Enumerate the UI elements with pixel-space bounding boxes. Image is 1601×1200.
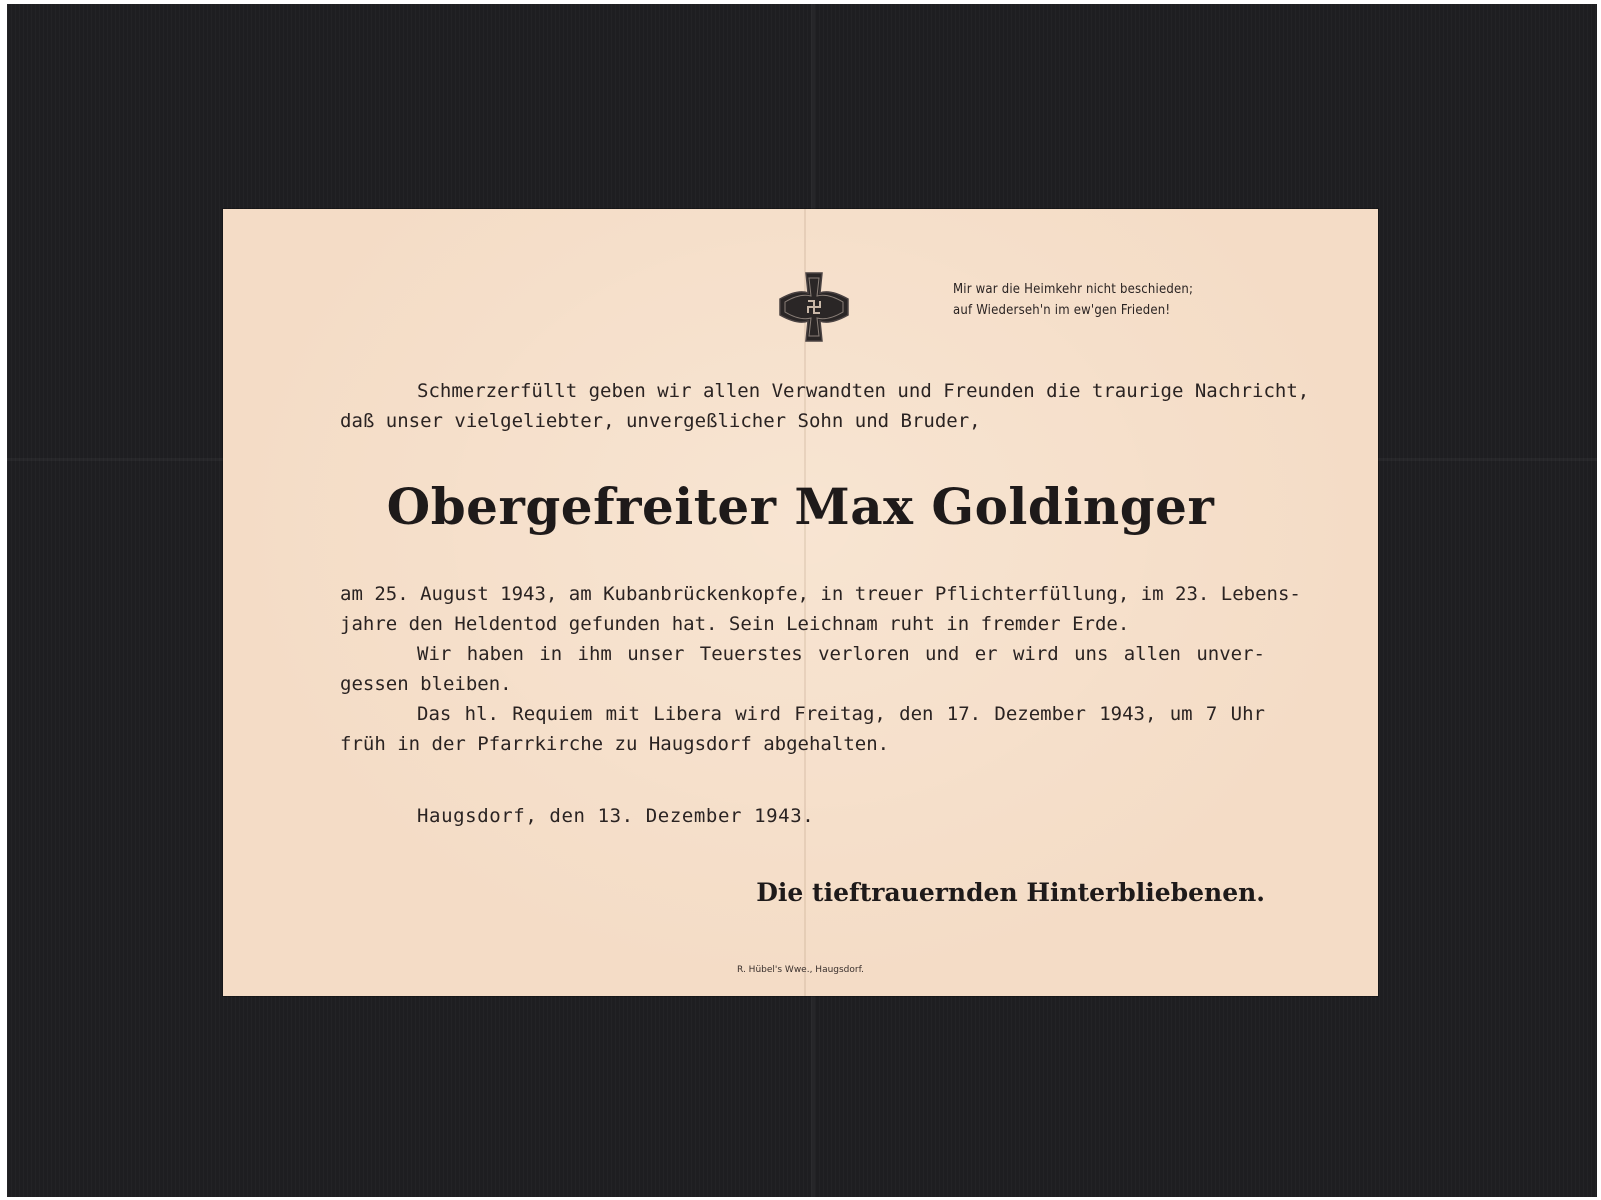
iron-cross-icon xyxy=(778,271,850,343)
body-line: Das hl. Requiem mit Libera wird Freitag, den 17. Dezember 1943, um 7 Uhr xyxy=(417,703,1265,725)
body-line: jahre den Heldentod gefunden hat. Sein Leichnam ruht in fremder Erde. xyxy=(340,613,1130,635)
motto-verse xyxy=(953,279,1313,321)
motto-line: auf Wiederseh'n im ew'gen Frieden! xyxy=(953,303,1171,318)
body-line: gessen bleiben. xyxy=(340,673,512,695)
printer-imprint: R. Hübel's Wwe., Haugsdorf. xyxy=(737,965,864,975)
body-line: Wir haben in ihm unser Teuerstes verloren und er wird uns allen unver- xyxy=(417,643,1265,665)
intro-paragraph xyxy=(340,376,1310,436)
body-paragraph xyxy=(340,579,1301,759)
body-line: früh in der Pfarrkirche zu Haugsdorf abgehalten. xyxy=(340,733,890,755)
body-line: am 25. August 1943, am Kubanbrückenkopfe, in treuer Pflichterfüllung, im 23. Lebens- xyxy=(340,583,1301,605)
signature-line: Die tieftrauernden Hinterbliebenen. xyxy=(756,878,1265,907)
intro-line: Schmerzerfüllt geben wir allen Verwandten und Freunden die traurige Nachricht, xyxy=(417,380,1310,402)
motto-line: Mir war die Heimkehr nicht beschieden; xyxy=(953,282,1194,297)
deceased-name: Obergefreiter Max Goldinger xyxy=(386,477,1215,536)
death-notice-card xyxy=(223,209,1378,996)
place-and-date: Haugsdorf, den 13. Dezember 1943. xyxy=(417,805,815,827)
intro-line: daß unser vielgeliebter, unvergeßlicher Sohn und Bruder, xyxy=(340,410,981,432)
